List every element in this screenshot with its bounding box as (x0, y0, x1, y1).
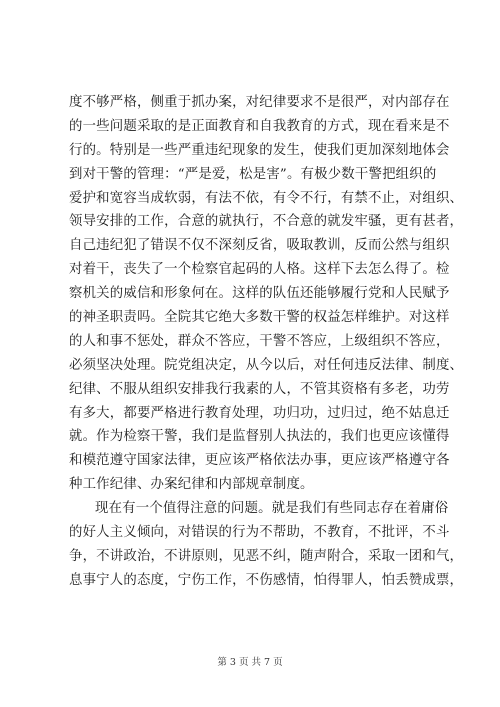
text-line: 自己违纪犯了错误不仅不深刻反省，吸取教训，反而公然与组织 (69, 238, 450, 254)
text-line: 种工作纪律、办案纪律和内部规章制度。 (69, 477, 314, 493)
text-line: 纪律、不服从组织安排我行我素的人，不管其资格有多老，功劳 (69, 381, 450, 397)
paragraph (69, 497, 464, 593)
text-line: 的神圣职责吗。全院其它绝大多数干警的权益怎样维护。对这样 (69, 310, 450, 326)
text-line: 爱护和宽容当成软弱，有法不依，有令不行，有禁不止，对组织、 (69, 190, 464, 206)
text-line: 领导安排的工作，合意的就执行，不合意的就发牢骚，更有甚者， (69, 214, 464, 230)
text-line: 的一些问题采取的是正面教育和自我教育的方式，现在看来是不 (69, 118, 450, 134)
text-line: 对着干，丧失了一个检察官起码的人格。这样下去怎么得了。检 (69, 262, 450, 278)
text-line: 和模范遵守国家法律，更应该严格依法办事，更应该严格遵守各 (69, 453, 450, 469)
text-line: 息事宁人的态度，宁伤工作，不伤感情，怕得罪人，怕丢赞成票， (69, 572, 464, 588)
text-line: 度不够严格，侧重于抓办案，对纪律要求不是很严，对内部存在 (69, 95, 450, 110)
text-line: 现在有一个值得注意的问题。就是我们有些同志存在着庸俗 (95, 501, 449, 517)
text-line: 必须坚决处理。院党组决定，从今以后，对任何违反法律、制度、 (69, 357, 464, 373)
text-line: 行的。特别是一些严重违纪现象的发生，使我们更加深刻地体会 (69, 142, 450, 158)
text-line: 争，不讲政治，不讲原则，见恶不纠，随声附合，采取一团和气， (69, 548, 464, 564)
body-text (69, 91, 464, 593)
text-line: 的人和事不惩处，群众不答应，干警不答应，上级组织不答应， (69, 333, 450, 349)
page-number-footer: 第 3 页 共 7 页 (217, 657, 283, 668)
paragraph (69, 91, 464, 497)
text-line: 察机关的威信和形象何在。这样的队伍还能够履行党和人民赋予 (69, 286, 450, 302)
text-line: 就。作为检察干警，我们是监督别人执法的，我们也更应该懂得 (69, 429, 450, 445)
text-line: 到对干警的管理：“严是爱，松是害”。有极少数干警把组织的 (69, 166, 437, 182)
text-line: 有多大，都要严格进行教育处理，功归功，过归过，绝不姑息迁 (69, 405, 450, 421)
text-line: 的好人主义倾向，对错误的行为不帮助，不教育，不批评，不斗 (69, 525, 450, 541)
